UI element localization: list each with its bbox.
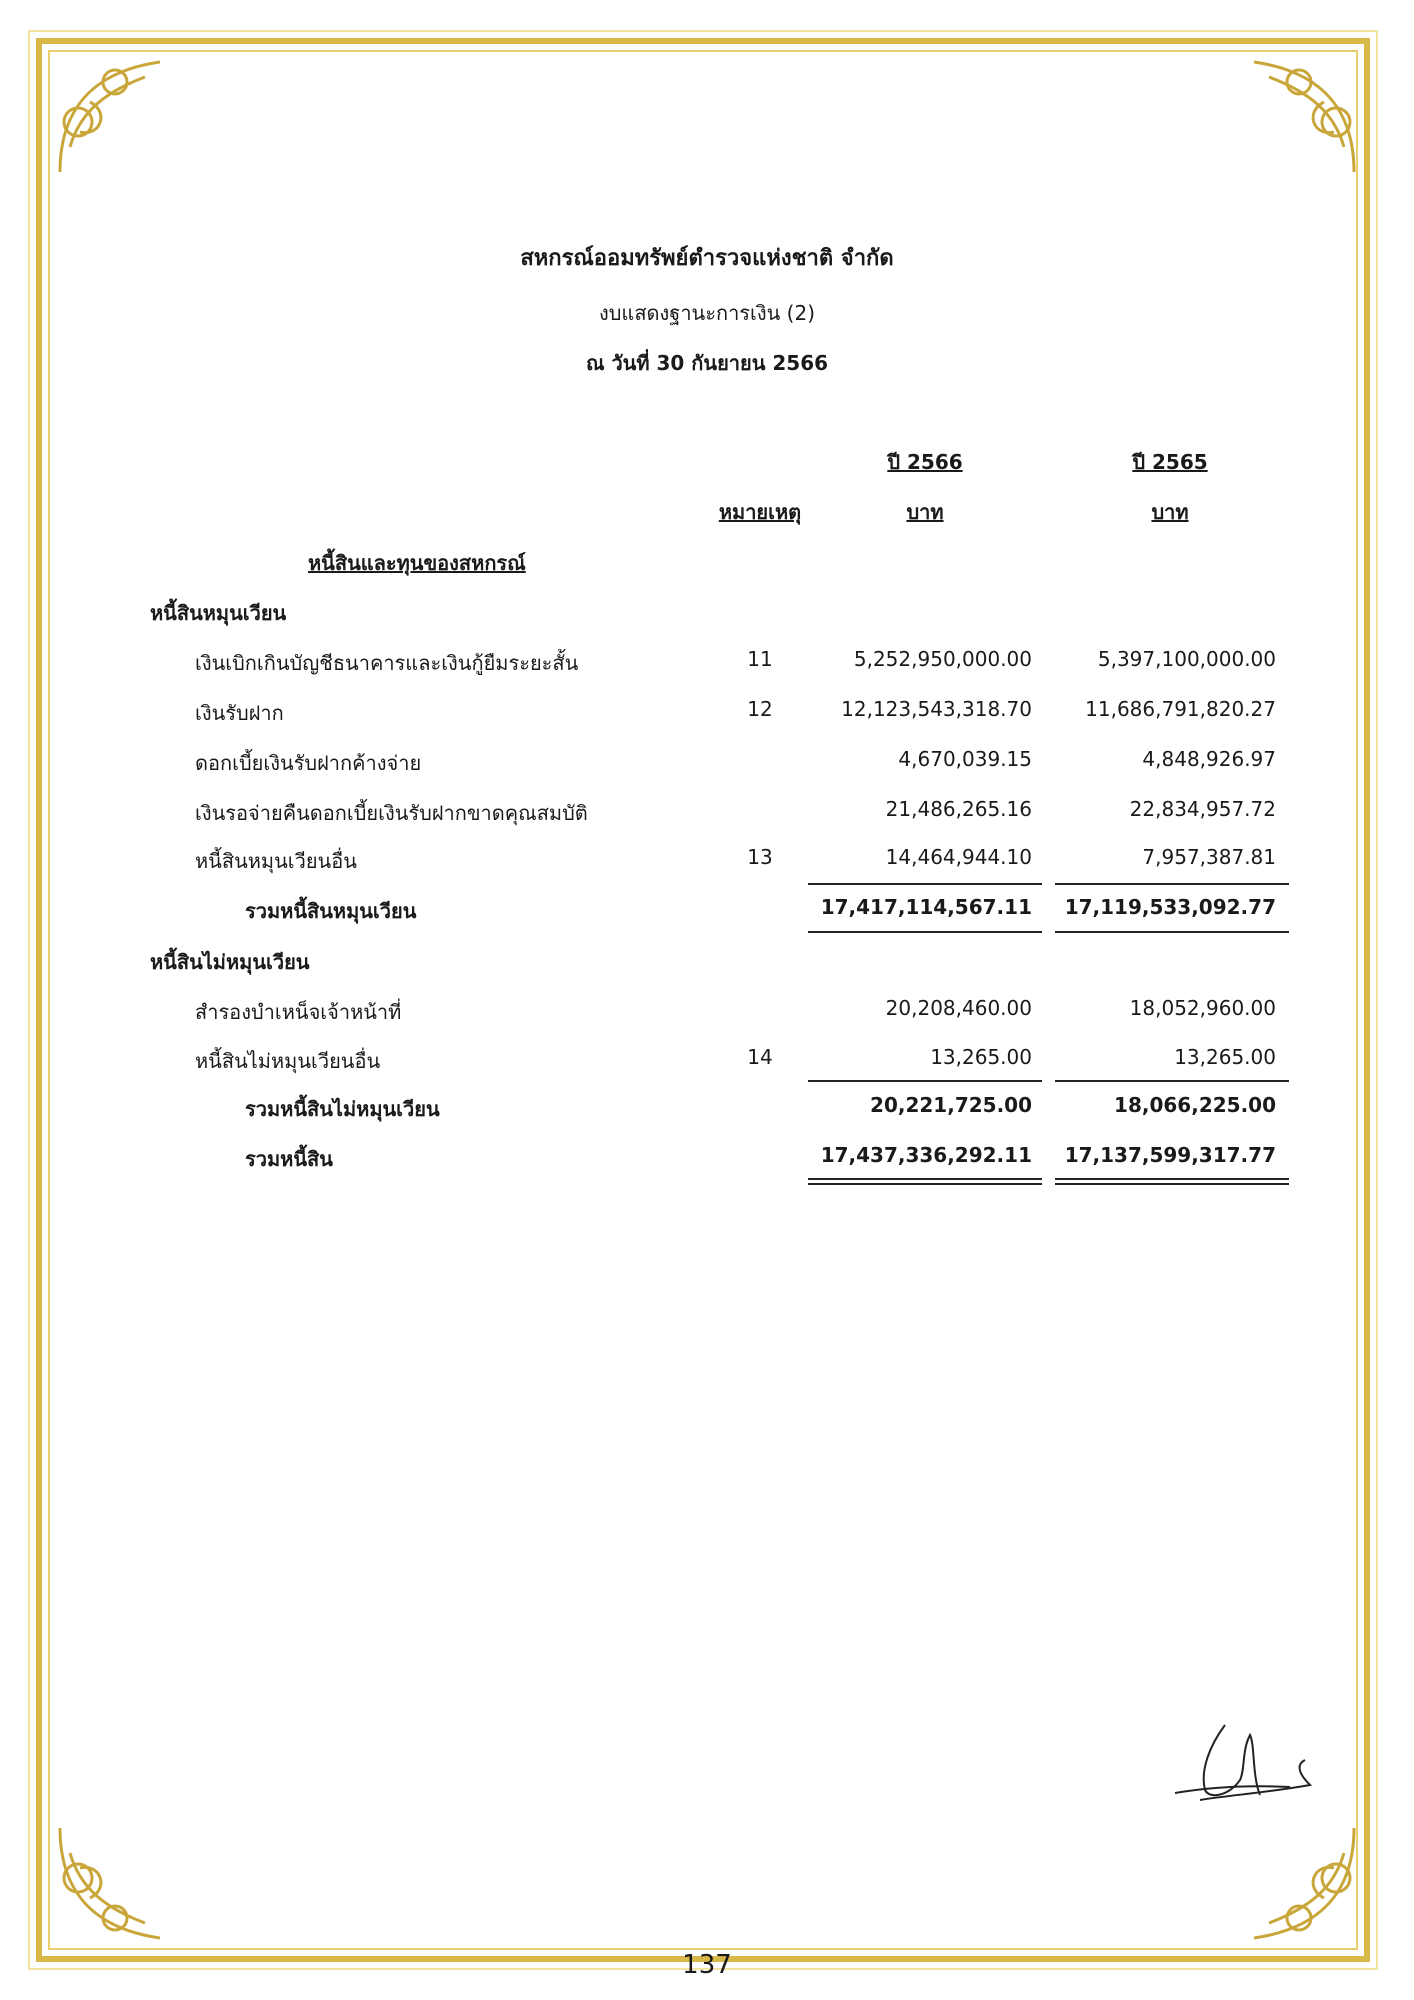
row-value-2565: 11,686,791,820.27 (1085, 697, 1276, 721)
page-number: 137 (682, 1950, 732, 1980)
row-value-2566: 21,486,265.16 (885, 797, 1032, 821)
current-liabilities-heading: หนี้สินหมุนเวียน (150, 601, 287, 625)
column-year-2565: ปี 2565 (1132, 450, 1208, 474)
subtotal-value-2565: 18,066,225.00 (1114, 1093, 1276, 1117)
subtotal-rule (808, 883, 1042, 885)
subtotal-rule (808, 1080, 1042, 1082)
subtotal-underline (808, 931, 1042, 933)
section-title: หนี้สินและทุนของสหกรณ์ (308, 551, 526, 575)
grand-total-value-2565: 17,137,599,317.77 (1064, 1143, 1276, 1167)
grand-total-double-rule (808, 1178, 1042, 1180)
grand-total-label: รวมหนี้สิน (245, 1147, 333, 1171)
column-note: หมายเหตุ (718, 500, 802, 524)
row-value-2565: 5,397,100,000.00 (1097, 647, 1276, 671)
corner-ornament-icon (50, 1818, 180, 1948)
row-label: ดอกเบี้ยเงินรับฝากค้างจ่าย (195, 751, 422, 775)
row-note: 12 (747, 697, 773, 721)
row-label: เงินรอจ่ายคืนดอกเบี้ยเงินรับฝากขาดคุณสมบัติ (195, 801, 588, 825)
row-label: สำรองบำเหน็จเจ้าหน้าที่ (195, 1000, 402, 1024)
grand-total-double-rule (1055, 1183, 1289, 1185)
corner-ornament-icon (50, 52, 180, 182)
subtotal-value-2566: 17,417,114,567.11 (820, 895, 1032, 919)
row-value-2565: 18,052,960.00 (1129, 996, 1276, 1020)
grand-total-double-rule (808, 1183, 1042, 1185)
subtotal-value-2566: 20,221,725.00 (870, 1093, 1032, 1117)
statement-title: งบแสดงฐานะการเงิน (2) (598, 301, 816, 325)
row-value-2566: 5,252,950,000.00 (853, 647, 1032, 671)
statement-date: ณ วันที่ 30 กันยายน 2566 (585, 351, 829, 375)
subtotal-label: รวมหนี้สินไม่หมุนเวียน (245, 1097, 440, 1121)
column-unit-2566: บาท (906, 500, 944, 524)
row-label: หนี้สินหมุนเวียนอื่น (195, 849, 357, 873)
row-value-2566: 12,123,543,318.70 (841, 697, 1032, 721)
grand-total-value-2566: 17,437,336,292.11 (820, 1143, 1032, 1167)
row-label: เงินเบิกเกินบัญชีธนาคารและเงินกู้ยืมระยะสั้น (195, 651, 579, 675)
corner-ornament-icon (1234, 1818, 1364, 1948)
row-value-2565: 22,834,957.72 (1129, 797, 1276, 821)
row-value-2565: 4,848,926.97 (1142, 747, 1276, 771)
row-note: 13 (747, 845, 773, 869)
row-value-2566: 4,670,039.15 (898, 747, 1032, 771)
subtotal-rule (1055, 1080, 1289, 1082)
signature-icon (1170, 1715, 1320, 1815)
noncurrent-liabilities-heading: หนี้สินไม่หมุนเวียน (150, 950, 310, 974)
column-unit-2565: บาท (1151, 500, 1189, 524)
row-value-2565: 7,957,387.81 (1142, 845, 1276, 869)
row-label: หนี้สินไม่หมุนเวียนอื่น (195, 1049, 381, 1073)
subtotal-rule (1055, 883, 1289, 885)
subtotal-label: รวมหนี้สินหมุนเวียน (245, 899, 417, 923)
subtotal-value-2565: 17,119,533,092.77 (1064, 895, 1276, 919)
grand-total-double-rule (1055, 1178, 1289, 1180)
subtotal-underline (1055, 931, 1289, 933)
row-note: 11 (747, 647, 773, 671)
row-value-2565: 13,265.00 (1174, 1045, 1276, 1069)
row-note: 14 (747, 1045, 773, 1069)
row-value-2566: 14,464,944.10 (885, 845, 1032, 869)
org-title: สหกรณ์ออมทรัพย์ตำรวจแห่งชาติ จำกัด (520, 246, 894, 271)
row-value-2566: 13,265.00 (930, 1045, 1032, 1069)
corner-ornament-icon (1234, 52, 1364, 182)
column-year-2566: ปี 2566 (887, 450, 963, 474)
row-label: เงินรับฝาก (195, 701, 284, 725)
row-value-2566: 20,208,460.00 (885, 996, 1032, 1020)
